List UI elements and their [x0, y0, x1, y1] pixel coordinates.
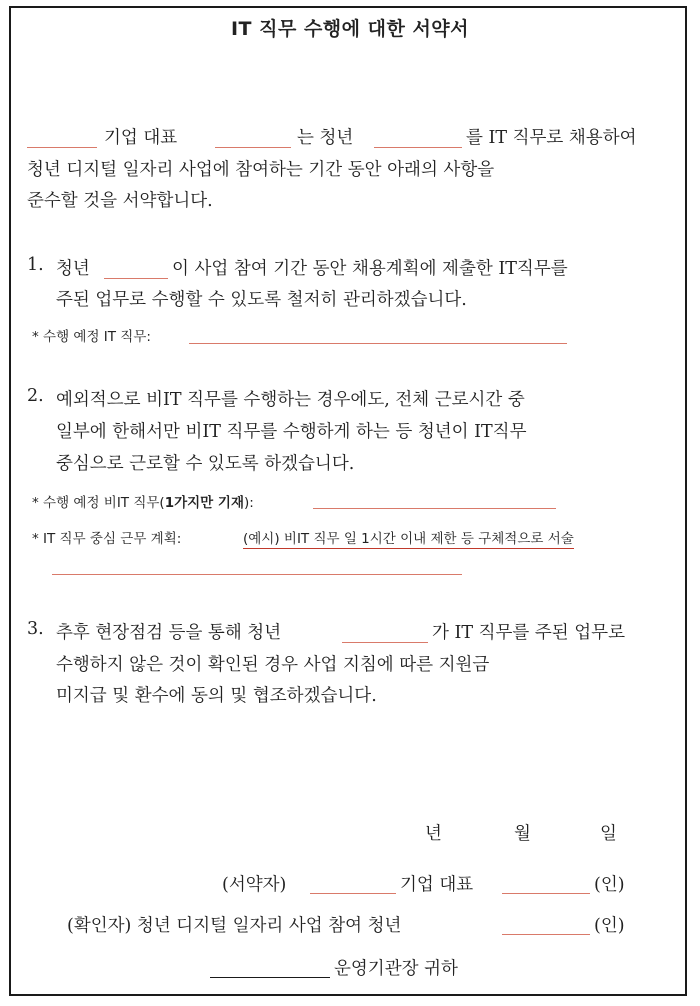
confirmer-name-blank[interactable]: [502, 934, 590, 935]
it-work-plan-example[interactable]: (예시) 비IT 직무 일 1시간 이내 제한 등 구체적으로 서술: [243, 527, 574, 549]
intro-company-rep-label: 기업 대표: [104, 128, 178, 148]
document-title: IT 직무 수행에 대한 서약서: [230, 18, 470, 40]
item2-text-3: 중심으로 근로할 수 있도록 하겠습니다.: [56, 454, 355, 474]
pledger-title: 기업 대표: [400, 875, 474, 895]
item3-youth-name-blank[interactable]: [342, 642, 428, 643]
non-it-duty-label-emphasis: 1가지만 기재: [164, 495, 245, 511]
intro-youth-label: 는 청년: [297, 128, 354, 148]
pledger-company-blank[interactable]: [310, 893, 396, 894]
item2-text-2: 일부에 한해서만 비IT 직무를 수행하게 하는 등 청년이 IT직무: [56, 422, 527, 442]
intro-hire-text: 를 IT 직무로 채용하여: [466, 128, 637, 148]
non-it-duty-label-suffix: ):: [244, 495, 254, 511]
item2-text-1: 예외적으로 비IT 직무를 수행하는 경우에도, 전체 근로시간 중: [56, 390, 525, 410]
pledger-seal: (인): [594, 875, 625, 895]
item3-text-3: 수행하지 않은 것이 확인된 경우 사업 지침에 따른 지원금: [56, 655, 490, 675]
pledger-role: (서약자): [222, 875, 287, 895]
addressee-blank[interactable]: [210, 977, 330, 978]
confirmer-seal: (인): [594, 916, 625, 936]
item1-text-1: 이 사업 참여 기간 동안 채용계획에 제출한 IT직무를: [172, 259, 568, 279]
addressee: 운영기관장 귀하: [334, 959, 458, 979]
item1-it-duty-label: * 수행 예정 IT 직무:: [32, 329, 151, 345]
company-name-blank[interactable]: [27, 147, 97, 148]
item1-number: 1.: [27, 255, 44, 275]
pledger-name-blank[interactable]: [502, 893, 590, 894]
item3-text-1: 추후 현장점검 등을 통해 청년: [56, 623, 282, 643]
it-duty-blank[interactable]: [189, 343, 567, 344]
youth-name-blank[interactable]: [374, 147, 462, 148]
item3-text-2: 가 IT 직무를 주된 업무로: [432, 623, 625, 643]
date-year: 년: [425, 824, 442, 844]
non-it-duty-label-prefix: * 수행 예정 비IT 직무(: [32, 495, 165, 511]
non-it-duty-blank[interactable]: [313, 508, 556, 509]
representative-name-blank[interactable]: [215, 147, 291, 148]
item3-number: 3.: [27, 619, 44, 639]
date-month: 월: [514, 824, 531, 844]
it-work-plan-label: * IT 직무 중심 근무 계획:: [32, 531, 182, 547]
item1-text-2: 주된 업무로 수행할 수 있도록 철저히 관리하겠습니다.: [56, 290, 467, 310]
item1-youth-label: 청년: [56, 259, 90, 279]
it-work-plan-blank[interactable]: [52, 574, 462, 575]
intro-line-3: 준수할 것을 서약합니다.: [27, 191, 213, 211]
confirmer-label: (확인자) 청년 디지털 일자리 사업 참여 청년: [67, 916, 402, 936]
item3-text-4: 미지급 및 환수에 동의 및 협조하겠습니다.: [56, 686, 377, 706]
date-day: 일: [600, 824, 617, 844]
non-it-duty-label: [32, 491, 254, 511]
item1-youth-name-blank[interactable]: [104, 278, 168, 279]
intro-line-2: 청년 디지털 일자리 사업에 참여하는 기간 동안 아래의 사항을: [27, 160, 495, 180]
item2-number: 2.: [27, 386, 44, 406]
